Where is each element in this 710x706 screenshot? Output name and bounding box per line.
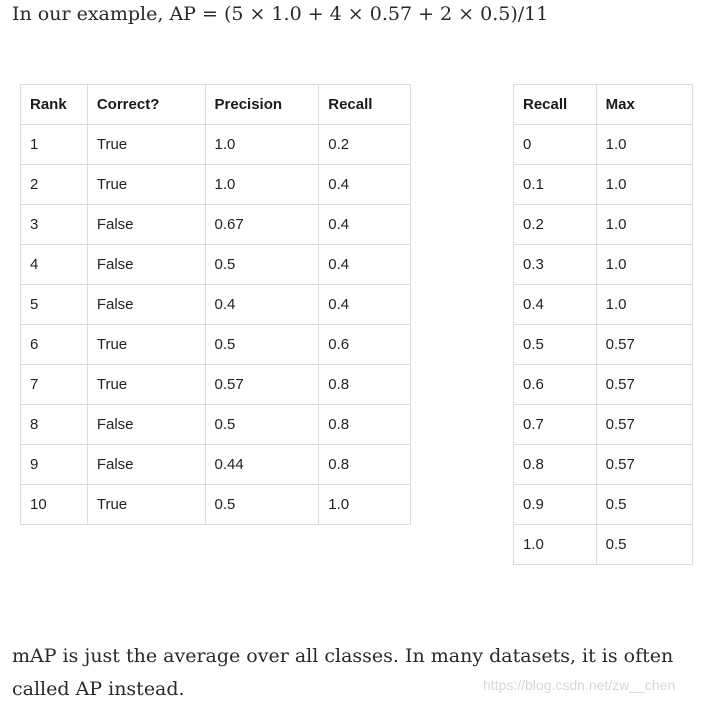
table-cell: 0.5 [596,485,692,525]
table-cell: 0.4 [319,165,411,205]
table-header-row [514,85,693,125]
table-cell: 0.8 [514,445,597,485]
table-cell: 0.4 [319,205,411,245]
table-cell: 0.8 [319,405,411,445]
map-explanation-paragraph: mAP is just the average over all classes. In many datasets, it is often called AP instead. [12,645,674,700]
table-row [21,445,411,485]
table-cell: 0.5 [205,245,319,285]
header-max: Max [596,85,692,125]
table-cell: 0.6 [319,325,411,365]
table-cell: True [87,325,205,365]
table-cell: 0.67 [205,205,319,245]
table-cell: 7 [21,365,88,405]
table-cell: True [87,165,205,205]
table-cell: 0.7 [514,405,597,445]
table-cell: 0.3 [514,245,597,285]
table-cell: 0.57 [596,365,692,405]
rank-precision-recall-table [20,84,411,525]
table-cell: 0.8 [319,365,411,405]
table-cell: 0.9 [514,485,597,525]
table-row [514,245,693,285]
table-row [514,165,693,205]
table-row [514,405,693,445]
table-cell: 0.1 [514,165,597,205]
table-cell: False [87,405,205,445]
table-cell: 5 [21,285,88,325]
table-cell: 10 [21,485,88,525]
table-cell: True [87,365,205,405]
table-row [21,365,411,405]
table-cell: 0.4 [205,285,319,325]
table-cell: 0.4 [514,285,597,325]
table-cell: 0 [514,125,597,165]
table-cell: 1.0 [205,125,319,165]
table-cell: 0.2 [514,205,597,245]
table-cell: False [87,445,205,485]
table-cell: 1.0 [596,165,692,205]
table-row [21,285,411,325]
recall-max-precision-table [513,84,693,565]
table-cell: 0.57 [596,325,692,365]
table-cell: 0.4 [319,285,411,325]
table-cell: True [87,125,205,165]
table-row [21,165,411,205]
header-correct: Correct? [87,85,205,125]
table-cell: False [87,245,205,285]
table-cell: 0.5 [205,485,319,525]
table-cell: 0.2 [319,125,411,165]
watermark: https://blog.csdn.net/zw__chen [483,677,676,693]
header-recall: Recall [514,85,597,125]
table-cell: 0.5 [205,405,319,445]
table-cell: False [87,205,205,245]
table-cell: False [87,285,205,325]
table-cell: 0.5 [514,325,597,365]
table-cell: 0.5 [596,525,692,565]
table-row [514,485,693,525]
table-row [21,485,411,525]
table-cell: 1.0 [596,205,692,245]
header-rank: Rank [21,85,88,125]
table-row [21,125,411,165]
table-row [21,325,411,365]
table-cell: 0.4 [319,245,411,285]
table-cell: 1 [21,125,88,165]
header-precision: Precision [205,85,319,125]
table-cell: 1.0 [205,165,319,205]
table-cell: 8 [21,405,88,445]
table-row [514,445,693,485]
table-cell: 0.57 [205,365,319,405]
table-cell: 9 [21,445,88,485]
table-cell: 0.5 [205,325,319,365]
table-cell: 0.6 [514,365,597,405]
table-cell: 0.57 [596,445,692,485]
table-cell: 0.57 [596,405,692,445]
table-row [514,525,693,565]
table-cell: 2 [21,165,88,205]
header-recall: Recall [319,85,411,125]
table-cell: 1.0 [514,525,597,565]
table-header-row [21,85,411,125]
ap-formula: In our example, AP = (5 × 1.0 + 4 × 0.57 + 2 × 0.5)/11 [12,3,549,25]
table-row [21,405,411,445]
table-cell: 3 [21,205,88,245]
table-cell: 0.44 [205,445,319,485]
table-row [514,285,693,325]
table-cell: 1.0 [596,245,692,285]
table-row [21,245,411,285]
table-cell: 1.0 [596,125,692,165]
table-cell: 1.0 [319,485,411,525]
table-row [514,365,693,405]
table-cell: True [87,485,205,525]
table-row [514,205,693,245]
table-row [21,205,411,245]
table-row [514,325,693,365]
table-cell: 6 [21,325,88,365]
table-row [514,125,693,165]
table-cell: 1.0 [596,285,692,325]
table-cell: 0.8 [319,445,411,485]
table-cell: 4 [21,245,88,285]
